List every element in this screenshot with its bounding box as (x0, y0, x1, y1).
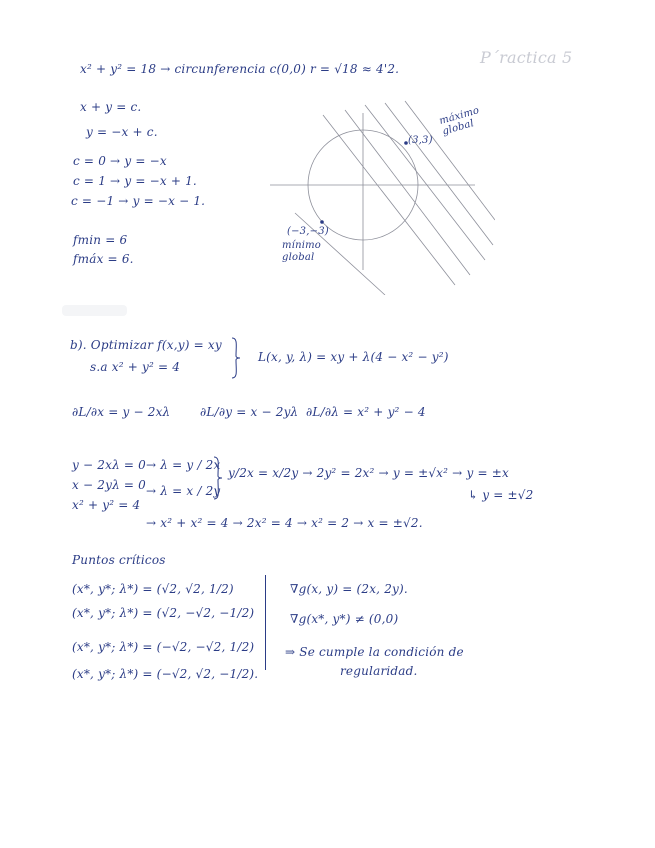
system-brace (230, 336, 244, 380)
lambda-expr-1: → λ = y / 2x (146, 458, 221, 472)
gradient-g: ∇g(x, y) = (2x, 2y). (290, 582, 408, 596)
partial-x: ∂L/∂x = y − 2xλ (72, 405, 171, 419)
case-c0: c = 0 → y = −x (73, 154, 167, 168)
min-global-label: mínimo global (282, 240, 322, 263)
fmin-value: fmin = 6 (73, 233, 128, 247)
max-global-label: máximo global (438, 105, 481, 138)
lambda-brace (212, 455, 226, 501)
system-eq-2: x − 2yλ = 0 (72, 478, 146, 492)
gradient-at-point: ∇g(x*, y*) ≠ (0,0) (290, 612, 399, 626)
max-point-label: (3,3) (408, 135, 433, 146)
optimize-title: b). Optimizar f(x,y) = xy (70, 338, 222, 352)
regularity-line-1: ⇒ Se cumple la condición de (285, 645, 464, 659)
critical-point-1: (x*, y*; λ*) = (√2, √2, 1/2) (72, 582, 234, 596)
case-cminus1: c = −1 → y = −x − 1. (71, 194, 206, 208)
critical-point-3: (x*, y*; λ*) = (−√2, −√2, 1/2) (72, 640, 255, 654)
min-point (320, 220, 324, 224)
page-header: P´ractica 5 (480, 48, 573, 67)
system-eq-3: x² + y² = 4 (72, 498, 141, 512)
case-c1: c = 1 → y = −x + 1. (73, 174, 197, 188)
fmax-value: fmáx = 6. (73, 252, 134, 266)
equation-chain: y/2x = x/2y → 2y² = 2x² → y = ±√x² → y = ±x (228, 466, 509, 480)
circle-equation: x² + y² = 18 → circunferencia c(0,0) r = √18 ≈ 4'2. (80, 62, 400, 76)
critical-point-4: (x*, y*; λ*) = (−√2, √2, −1/2). (72, 667, 259, 681)
substitution-line: → x² + x² = 4 → 2x² = 4 → x² = 2 → x = ±√2. (146, 516, 423, 530)
min-point-label: (−3,−3) (287, 226, 329, 237)
erased-mark (62, 305, 127, 316)
partial-lambda: ∂L/∂λ = x² + y² − 4 (306, 405, 426, 419)
lambda-expr-2: → λ = x / 2y (146, 484, 221, 498)
regularity-line-2: regularidad. (340, 664, 418, 678)
critical-point-2: (x*, y*; λ*) = (√2, −√2, −1/2) (72, 606, 255, 620)
partial-y: ∂L/∂y = x − 2yλ (200, 405, 299, 419)
lagrangian: L(x, y, λ) = xy + λ(4 − x² − y²) (258, 350, 449, 364)
system-eq-1: y − 2xλ = 0 (72, 458, 146, 472)
line-equation: y = −x + c. (86, 125, 158, 139)
constraint-line: s.a x² + y² = 4 (90, 360, 181, 374)
critical-points-title: Puntos críticos (72, 553, 166, 567)
divider-line (265, 575, 266, 670)
equation-tail: ↳ y = ±√2 (468, 488, 534, 502)
level-curve-equation: x + y = c. (80, 100, 142, 114)
